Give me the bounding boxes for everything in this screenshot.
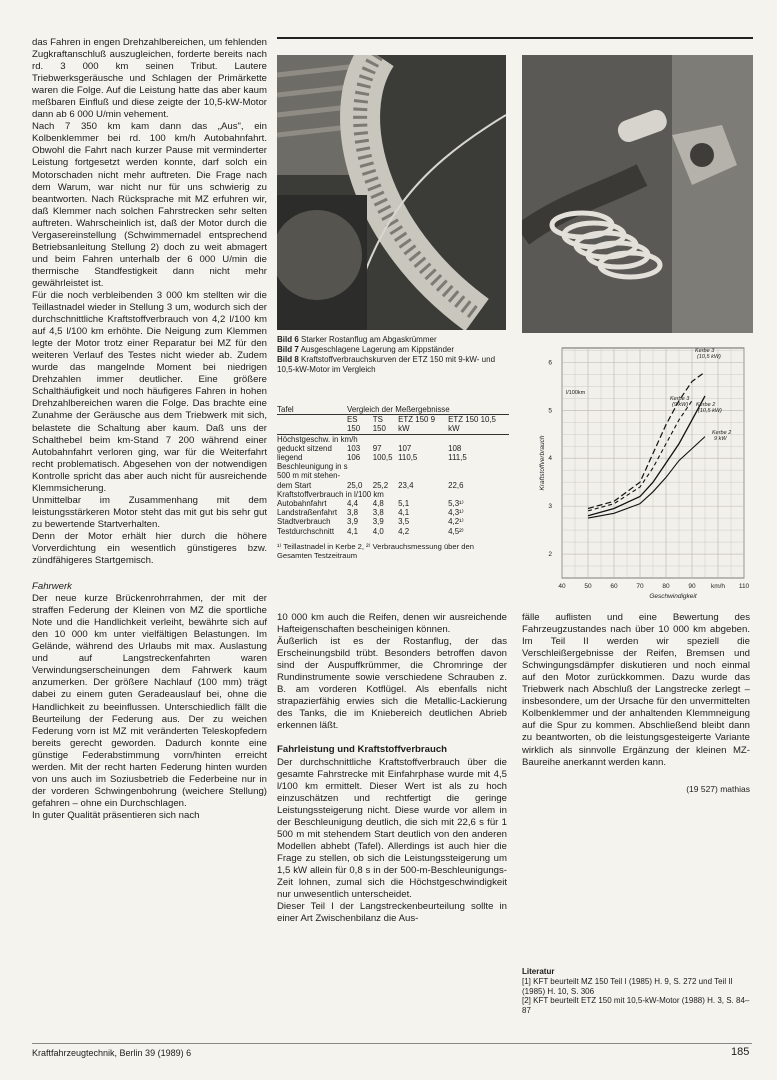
series-label: Kerbe 3 [670,396,690,402]
paragraph: Dieser Teil I der Langstreckenbeurteilung sollte in einer Art Zwischenbilanz die Aus- [277,901,507,925]
table-cell: 106 [347,453,361,463]
table-cell: 25,0 [347,480,363,490]
x-tick-label: 40 [558,583,566,590]
y-tick-label: 5 [548,407,552,415]
author-signature: (19 527) mathias [686,783,750,794]
table-row [277,453,509,462]
table-cell: 4,8 [372,499,384,509]
series-label: 9 kW [714,436,727,442]
table-cell: 4,2 [398,526,410,536]
x-axis-label: Geschwindigkeit [649,593,697,600]
table-cell: 110,5 [398,453,418,463]
table-cell: 97 [372,443,382,453]
y-axis-label: Kraftstoffverbrauch [539,435,546,491]
table-row [277,527,509,536]
table-row [277,517,509,526]
series-label: (10,5 kW) [698,408,722,414]
y-tick-label: 3 [548,503,552,511]
table-cell: 3,8 [347,508,358,518]
paragraph: In guter Qualität präsentieren sich nach [32,809,200,821]
x-tick-label: 60 [610,583,618,590]
section-heading-fahrleistung: Fahrleistung und Kraftstoffverbrauch [277,744,448,756]
paragraph: Der durchschnittliche Kraftstoffverbrauch über die gesamte Fahrstrecke mit Einfahrphase wurde mit 4,5 l/100 km ermittelt. Dieser Wert ist als zu hoch einzuschätzen und rechtfertigt die geringe Leistungssteigerung nicht. Diese wurde vor allem in der Beschleunigung deutlich, die sich mit 22,6 s für 1 500 m mit stehendem Start deutlich von den anderen Modellen abhebt (Tafel). Allerdings ist auch hier die Frage zu stellen, ob sich die Leistungssteigerung um 1,5 kW allein für 0,8 s in der 500-m-Beschleunigungs-Zeit lohnen, zumal sich die Höchstgeschwindigkeit nur unwesentlich unterscheidet. [277,756,507,901]
row-label: Kraftstoffverbrauch in l/100 km [277,489,384,499]
reference-item: [2] KFT beurteilt ETZ 150 mit 10,5-kW-Motor (1988) H. 3, S. 84–87 [522,996,750,1016]
series-label: (10,5 kW) [697,354,721,360]
y-tick-label: 2 [548,551,552,559]
table-footnote: ¹⁾ Teillastnadel in Kerbe 2, ²⁾ Verbrauchsmessung über den Gesamten Testzeitraum [277,541,474,561]
x-tick-label: 50 [584,583,592,590]
x-tick-label: 70 [636,583,644,590]
table-cell: 4,1 [398,508,410,518]
table-cell: 107 [398,443,412,453]
table-title: Tafel [277,405,347,415]
figure-captions [277,335,509,375]
row-label: geduckt sitzend [277,443,332,453]
paragraph: Nach 7 350 km kam dann das „Aus", ein Kolbenklemmer bei rd. 100 km/h Autobahnfahrt. Obwohl die Fahrt nach kurzer Pause mit verminderter Leistung fortgesetzt werden konnte, darf solch ein Motorschaden nicht mehr auftreten. Die Frage nach dem Warum, war nicht nur für uns schwierig zu beantworten. Nach Rücksprache mit MZ erfuhren wir, daß Klemmer nach solchen Fahrstrecken sehr selten auftreten. Wahrscheinlich ist, daß der Motor durch die Vergasereinstellung (Schwimmernadel entsprechend Betriebsanleitung Stellung 2) doch zu weit abmagert und beim Fahren unterhalb der 6 000 U/min die thermische Standfestigkeit dann nicht mehr gewährleistet ist. [32,121,267,289]
x-tick-label: km/h [710,583,726,590]
page-number: 185 [731,1046,750,1058]
table-cell: 4,0 [372,526,384,536]
table-cell: 4,2¹⁾ [448,517,464,527]
col-header: ETZ 150 9 kW [398,415,448,434]
table-cell: 5,3¹⁾ [448,499,464,509]
table-cell: 3,9 [347,517,358,527]
text-column-1 [32,37,267,822]
x-tick-label: 90 [688,583,696,590]
paragraph: Für die noch verbleibenden 3 000 km stellten wir die Teillastnadel wieder in Stellung 3 um, wodurch sich der durchschnittliche Kraftstoffverbrauch von 4,2 l/100 km auf 4,5 l/100 km erhöhte. Die Neigung zum Klemmen legte der Motor trotz einer Reparatur bei MZ für den weiteren Verlauf des Testes nicht wieder ab. Zudem wurde das mangelnde Moment bei niedrigen Drehzahlen immer deutlicher. Eine größere Schalthäufigkeit und noch häufigeres Fahren in hohen Drehzahlbereichen waren die Folge. Das brachte eine Zunahme der Geräusche aus dem Triebwerk mit sich, belastete die Schaltung aber kaum. Daß uns der Schalthebel beim km-Stand 7 200 während einer Autobahnfahrt verloren ging, war für die Weiterfahrt recht problematisch. Abgesehen von der notwendigen Kontrolle spricht das aber auch nicht für ausreichende Klemmsicherung. [32,289,267,494]
table-cell: 3,8 [372,508,384,518]
text-column-3 [522,612,750,795]
footer-rule [32,1043,752,1044]
table-cell: 4,3¹⁾ [448,508,464,518]
photo-bild-6 [277,55,506,330]
table-cell: 3,5 [398,517,410,527]
top-rule [277,37,753,39]
paragraph: Denn der Motor erhält hier durch die höhere Vorverdichtung ein wesentlich günstigeres bzw. zündfähigeres Startgemisch. [32,530,267,567]
series-label: Kerbe 2 [696,402,716,408]
paragraph: das Fahren in engen Drehzahlbereichen, um fehlenden Zugkraftanschluß auszugleichen, forderte bereits nach rd. 3 000 km seinen Tribut. Lautere Triebwerksgeräusche und Schlagen der Primärkette waren die Folge. Auf die Leistung hatte das aber kaum meßbaren Einfluß und diese zeigte der 10,5-kW-Motor dann ab 6 000 U/min vehement. [32,37,267,121]
table-row [277,434,509,444]
table-cell: 4,4 [347,499,358,509]
y-tick-label: 4 [548,455,552,463]
journal-footer: Kraftfahrzeugtechnik, Berlin 39 (1989) 6 [32,1048,192,1058]
row-label: Höchstgeschw. in km/h [277,434,358,444]
table-cell: 3,9 [372,517,384,527]
table-row [277,462,509,471]
comparison-table [277,405,509,561]
table-cell: 4,5²⁾ [448,526,464,536]
table-cell: 4,1 [347,526,358,536]
paragraph: Der neue kurze Brückenrohrrahmen, der mit der straffen Federung der Kleinen von MZ die sportliche Note und die Handlichkeit verleiht, bewährte sich auf den 10 000 km unter vielfältigen Belastungen. Im Gelände, während des Urlaubs mit max. Auslastung und auf Langstreckenfahrten waren Verwindungserscheinungen dem Fahrwerk kaum anzumerken. Der größere Nachlauf (100 mm) trägt dabei zu einem guten Geradeauslauf bei, ohne die Handlichkeit zu beeinflussen. Unterschiedlich fällt die Beurteilung der Federung aus. Der zu weichen Federung vorn ist MZ mit veränderten Teleskopfedern bereits gerecht geworden. Dadurch konnte eine günstige Federabstimmung vorn/hinten erreicht werden. Mit der recht harten Federung hinten wurden von uns auch im Soziusbetrieb die Federbeine nur in der vorderen Schwingenbohrung (weichere Stellung) gefahren – ohne ein Durchschlagen. [32,593,267,809]
row-label: Landstraßenfahrt [277,508,338,518]
table-row [277,508,509,517]
row-label: Stadtverbrauch [277,517,331,527]
caption-bild-8: Bild 8 Kraftstoffverbrauchskurven der ETZ 150 mit 9-kW- und 10,5-kW-Motor im Vergleich [277,355,496,374]
table-row [277,490,509,499]
series-label: Kerbe 3 [695,348,715,354]
table-cell: 108 [448,443,462,453]
table-row [277,471,509,480]
text-column-2 [277,612,507,925]
table-cell: 25,2 [372,480,389,490]
col-header: ES 150 [347,415,373,434]
row-label: Beschleunigung in s [277,462,348,472]
fuel-consumption-chart [522,338,753,608]
reference-item: [1] KFT beurteilt MZ 150 Teil I (1985) H. 9, S. 272 und Teil II (1985) H. 10, S. 306 [522,976,733,996]
row-label: liegend [277,453,303,463]
row-label: Testdurchschnitt [277,526,335,536]
row-label: 500 m mit stehen- [277,471,341,481]
table-row [277,481,509,490]
table-cell: 22,6 [448,480,464,490]
paragraph: Äußerlich ist es der Rostanflug, der das Erscheinungsbild trübt. Besonders betroffen davon sind der Auspuffkrümmer, die Chromringe der Rundinstrumente sowie verschiedene Schrauben z. B. am vorderen Kotflügel. Als ebenfalls nicht strapazierfähig erwies sich die Metallic-Lackierung des Tanks, die im Kniebereich deutlichen Abrieb erkennen läßt. [277,636,507,732]
table-cell: 5,1 [398,499,410,509]
table-cell: 100,5 [372,453,393,463]
section-heading-fahrwerk: Fahrwerk [32,581,72,593]
row-label: Autobahnfahrt [277,499,327,509]
caption-bild-6: Bild 6 Starker Rostanflug am Abgaskrümmer [277,335,437,344]
table-row [277,444,509,453]
paragraph: Unmittelbar im Zusammenhang mit dem leistungsstärkeren Motor steht das mit gut bis sehr gut zu bewertende Startverhalten. [32,494,267,530]
y-tick-label: 6 [548,359,552,367]
table-caption: Vergleich der Meßergebnisse [347,405,509,415]
table-row [277,499,509,508]
paragraph: 10 000 km auch die Reifen, denen wir ausreichende Hafteigenschaften bescheinigen können. [277,612,507,636]
series-label: (9 kW) [672,402,689,408]
literature-list [522,967,753,1016]
literature-heading: Literatur [522,967,555,976]
photo-bild-7 [522,55,753,333]
table-cell: 23,4 [398,480,414,490]
col-header: TS 150 [373,415,398,434]
caption-bild-7: Bild 7 Ausgeschlagene Lagerung am Kippständer [277,345,455,354]
series-label: Kerbe 2 [712,430,732,436]
row-label: dem Start [277,480,312,490]
table-cell: 103 [347,443,361,453]
x-tick-label: 110 [738,583,750,590]
y-unit-label: l/100km [566,390,586,396]
paragraph: fälle auflisten und eine Bewertung des Fahrzeugzustandes nach über 10 000 km abgeben. Im Teil II werden wir speziell die Verschleißergebnisse der Reifen, Bremsen und Schwingungsdämpfer diskutieren und noch einmal auf den Motor zurückkommen. Dazu wurde das Triebwerk nach Abschluß der Langstrecke zerlegt – insbesondere, um der Ursache für den unvermittelten Kolbenklemmer und der anhaltenden Klemmneigung auf die Spur zu kommen. Abschließend bleibt dann zu beantworten, ob die leistungsgesteigerte Variante wirklich als sinnvolle Ergänzung der kleinen MZ-Baureihe anerkannt werden kann. [522,612,750,768]
x-tick-label: 80 [662,583,670,590]
table-cell: 111,5 [448,453,467,463]
col-header: ETZ 150 10,5 kW [448,415,509,434]
